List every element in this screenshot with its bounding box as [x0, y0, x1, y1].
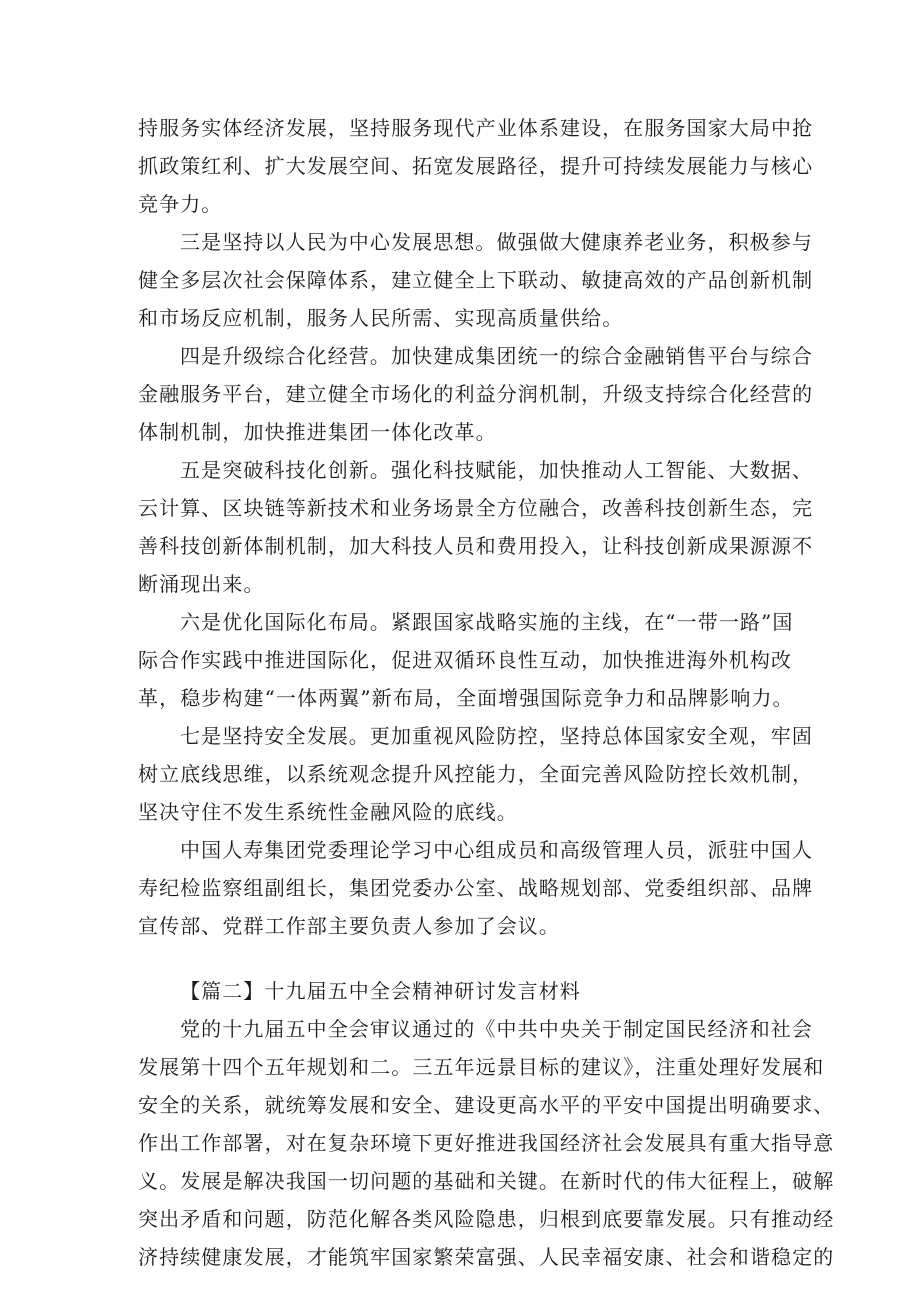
- section-two-line: 党的十九届五中全会审议通过的《中共中央关于制定国民经济和社会: [180, 1017, 813, 1041]
- paragraph-four-line: 四是升级综合化经营。加快建成集团统一的综合金融销售平台与综合: [180, 344, 813, 368]
- paragraph-seven-line: 坚决守住不发生系统性金融风险的底线。: [138, 800, 518, 824]
- paragraph-three-line: 和市场反应机制，服务人民所需、实现高质量供给。: [138, 306, 624, 330]
- section-heading: 【篇二】十九届五中全会精神研讨发言材料: [180, 979, 581, 1003]
- attendees-line: 宣传部、党群工作部主要负责人参加了会议。: [138, 914, 560, 938]
- section-two-line: 作出工作部署，对在复杂环境下更好推进我国经济社会发展具有重大指导意: [138, 1131, 835, 1155]
- text-line: 抓政策红利、扩大发展空间、拓宽发展路径，提升可持续发展能力与核心: [138, 154, 814, 178]
- paragraph-three-line: 三是坚持以人民为中心发展思想。做强做大健康养老业务，积极参与: [180, 230, 813, 254]
- paragraph-five-line: 五是突破科技化创新。强化科技赋能，加快推动人工智能、大数据、: [180, 458, 813, 482]
- paragraph-three-line: 健全多层次社会保障体系，建立健全上下联动、敏捷高效的产品创新机制: [138, 268, 814, 292]
- paragraph-five-line: 善科技创新体制机制，加大科技人员和费用投入，让科技创新成果源源不: [138, 534, 814, 558]
- attendees-line: 中国人寿集团党委理论学习中心组成员和高级管理人员，派驻中国人: [180, 838, 813, 862]
- paragraph-four-line: 金融服务平台，建立健全市场化的利益分润机制，升级支持综合化经营的: [138, 382, 814, 406]
- section-two-line: 义。发展是解决我国一切问题的基础和关键。在新时代的伟大征程上，破解: [138, 1169, 835, 1193]
- section-two-line: 安全的关系，就统筹发展和安全、建设更高水平的平安中国提出明确要求、: [138, 1093, 835, 1117]
- attendees-line: 寿纪检监察组副组长，集团党委办公室、战略规划部、党委组织部、品牌: [138, 876, 814, 900]
- paragraph-four-line: 体制机制，加快推进集团一体化改革。: [138, 420, 497, 444]
- section-two-line: 发展第十四个五年规划和二。三五年远景目标的建议》，注重处理好发展和: [138, 1055, 825, 1079]
- paragraph-seven-line: 七是坚持安全发展。更加重视风险防控，坚持总体国家安全观，牢固: [180, 724, 813, 748]
- text-line: 持服务实体经济发展，坚持服务现代产业体系建设，在服务国家大局中抢: [138, 116, 814, 140]
- paragraph-six-line: 际合作实践中推进国际化，促进双循环良性互动，加快推进海外机构改: [138, 648, 793, 672]
- text-line: 竞争力。: [138, 192, 223, 216]
- paragraph-five-line: 云计算、区块链等新技术和业务场景全方位融合，改善科技创新生态，完: [138, 496, 814, 520]
- section-two-line: 突出矛盾和问题，防范化解各类风险隐患，归根到底要靠发展。只有推动经: [138, 1207, 835, 1231]
- paragraph-seven-line: 树立底线思维，以系统观念提升风控能力，全面完善风险防控长效机制，: [138, 762, 814, 786]
- paragraph-five-line: 断涌现出来。: [138, 572, 265, 596]
- paragraph-six-line: 六是优化国际化布局。紧跟国家战略实施的主线，在“一带一路”国: [180, 610, 794, 634]
- paragraph-six-line: 革，稳步构建“一体两翼”新布局，全面增强国际竞争力和品牌影响力。: [138, 686, 794, 710]
- section-two-line: 济持续健康发展，才能筑牢国家繁荣富强、人民幸福安康、社会和谐稳定的: [138, 1245, 835, 1269]
